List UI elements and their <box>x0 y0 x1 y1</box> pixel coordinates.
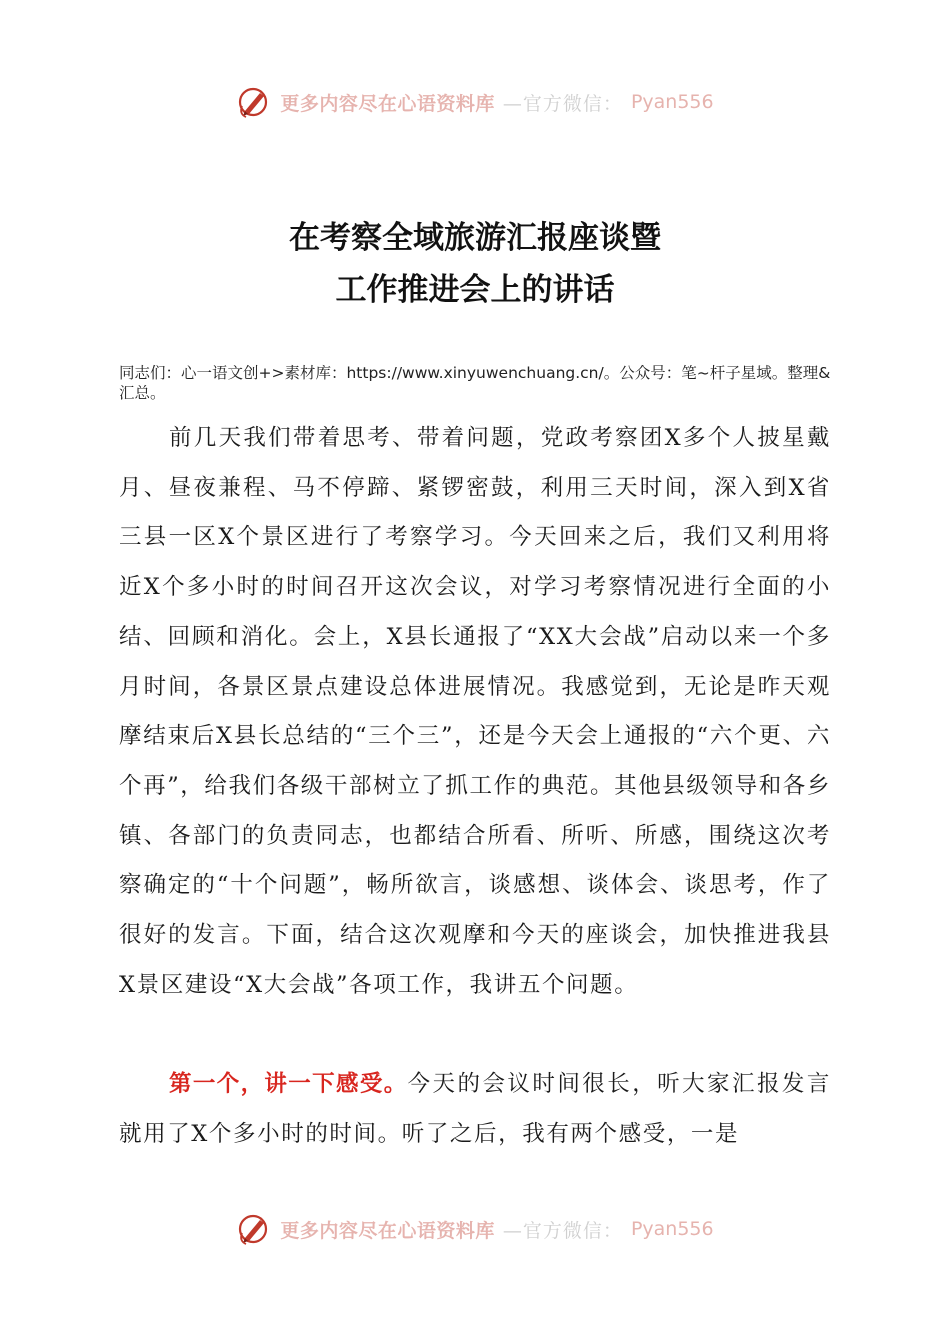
watermark-banner-bottom <box>0 1207 950 1251</box>
source-note: 同志们：心一语文创+>素材库：https://www.xinyuwenchuang.cn/。公众号：笔~杆子星域。整理&汇总。 <box>119 364 831 402</box>
title-line-1: 在考察全域旅游汇报座谈暨 <box>289 220 661 256</box>
title-line-2: 工作推进会上的讲话 <box>335 272 615 308</box>
watermark-wechat-id: Pyan556 <box>630 1218 714 1240</box>
body-paragraph-1: 前几天我们带着思考、带着问题，党政考察团X多个人披星戴月、昼夜兼程、马不停蹄、紧锣密鼓，利用三天时间，深入到X省三县一区X个景区进行了考察学习。今天回来之后，我们又利用将近X个多小时的时间召开这次会议，对学习考察情况进行全面的小结、回顾和消化。会上，X县长通报了“XX大会战”启动以来一个多月时间，各景区景点建设总体进展情况。我感觉到，无论是昨天观摩结束后X县长总结的“三个三”，还是今天会上通报的“六个更、六个再”，给我们各级干部树立了抓工作的典范。其他县级领导和各乡镇、各部门的负责同志，也都结合所看、所听、所感，围绕这次考察确定的“十个问题”，畅所欲言，谈感想、谈体会、谈思考，作了很好的发言。下面，结合这次观摩和今天的座谈会，加快推进我县X景区建设“X大会战”各项工作，我讲五个问题。 <box>119 425 832 998</box>
watermark-wechat-id: Pyan556 <box>630 91 714 113</box>
watermark-banner-top <box>0 80 950 124</box>
pen-logo-icon <box>236 1211 272 1247</box>
watermark-main-text: 更多内容尽在心语资料库 <box>280 1219 495 1242</box>
watermark-main-text: 更多内容尽在心语资料库 <box>280 92 495 115</box>
section-heading-lead: 第一个，讲一下感受。 <box>169 1071 408 1097</box>
pen-logo-icon <box>236 84 272 120</box>
document-title <box>0 212 950 316</box>
body-paragraph-2-text: 今天的会议时间很长，听大家汇报发言就用了X个多小时的时间。听了之后，我有两个感受，一是 <box>119 1071 831 1147</box>
body-paragraph-2 <box>119 1060 831 1159</box>
watermark-sub-text: —官方微信： <box>502 1219 623 1242</box>
watermark-sub-text: —官方微信： <box>502 92 623 115</box>
